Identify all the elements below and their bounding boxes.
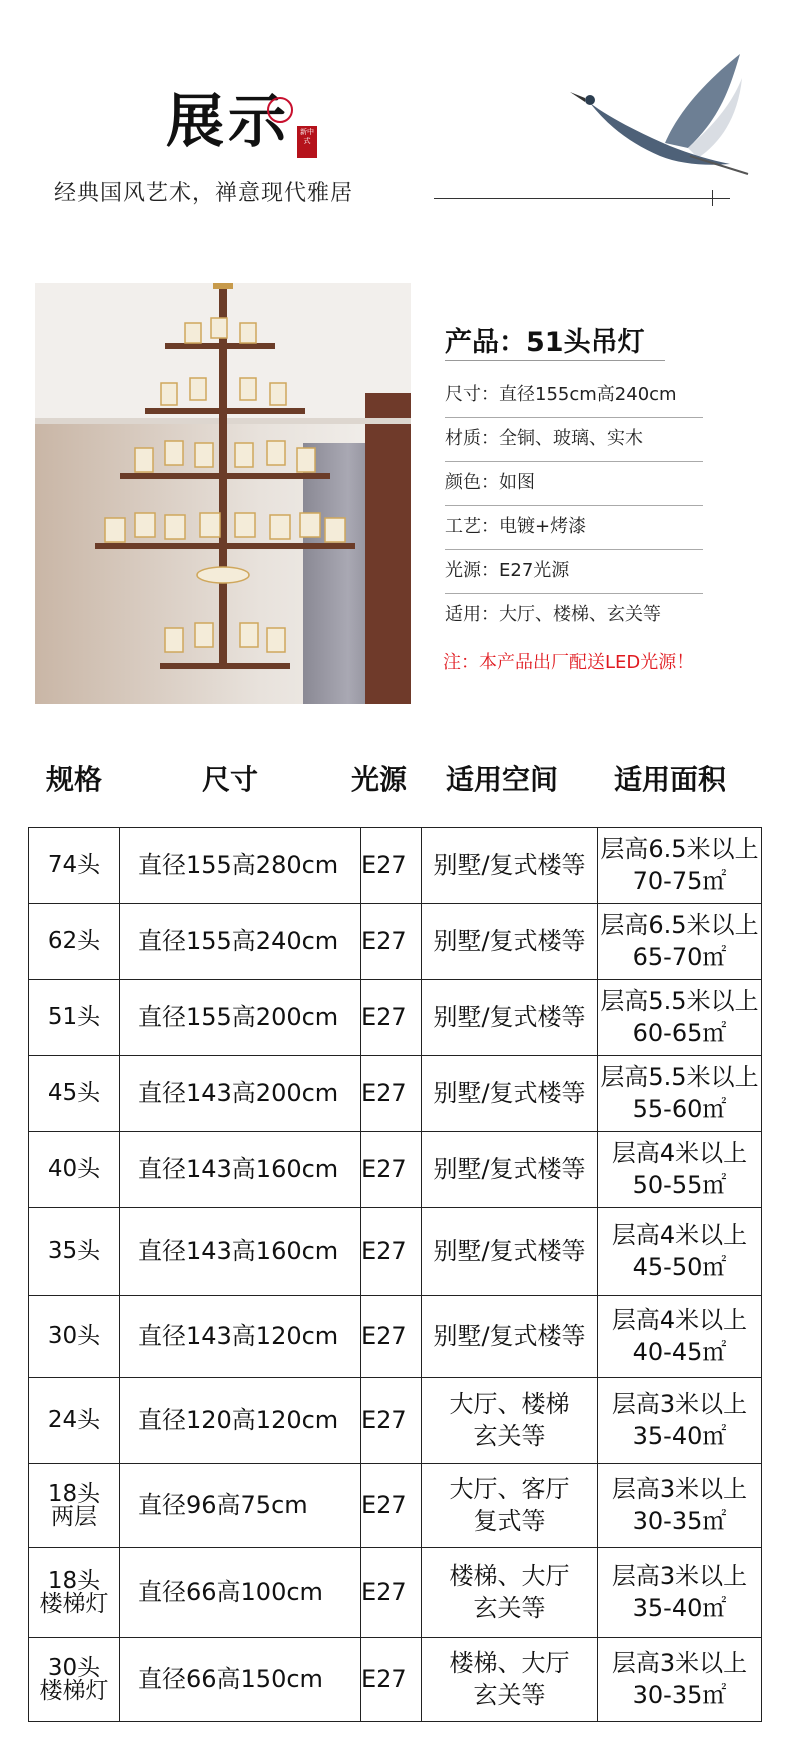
cell-area <box>598 1296 762 1378</box>
cell-size: 直径155高200cm <box>120 980 361 1056</box>
cell-space <box>422 1056 598 1132</box>
area-text: 层高4米以上 <box>611 1221 748 1250</box>
cell-area <box>598 980 762 1056</box>
spec-craft: 工艺：电镀+烤漆 <box>445 505 703 550</box>
cell-space <box>422 1638 598 1722</box>
spec-usage: 适用：大厅、楼梯、玄关等 <box>445 604 661 625</box>
table-row <box>29 828 762 904</box>
cell-light: E27 <box>361 828 422 904</box>
heads-text: 两层 <box>51 1503 97 1530</box>
cell-light: E27 <box>361 1296 422 1378</box>
cell-area <box>598 1208 762 1296</box>
cell-heads <box>29 1638 120 1722</box>
header-space: 适用空间 <box>445 763 558 796</box>
space-text: 楼梯、大厅 <box>449 1649 570 1678</box>
cell-heads <box>29 1132 120 1208</box>
area-text: 45-50㎡ <box>632 1252 727 1281</box>
cell-space <box>422 904 598 980</box>
cell-light: E27 <box>361 1464 422 1548</box>
cell-area <box>598 1638 762 1722</box>
cell-space <box>422 1548 598 1638</box>
table-row <box>29 1132 762 1208</box>
heads-text: 24头 <box>47 1407 101 1433</box>
cell-space <box>422 980 598 1056</box>
seal-stamp: 新中式 <box>297 126 317 158</box>
notice-text: 注：本产品出厂配送LED光源！ <box>443 652 695 673</box>
area-text: 层高3米以上 <box>611 1390 748 1419</box>
decorative-tick <box>712 190 713 206</box>
space-text: 复式等 <box>473 1506 546 1535</box>
cell-light: E27 <box>361 1056 422 1132</box>
cell-heads <box>29 904 120 980</box>
cell-size: 直径66高100cm <box>120 1548 361 1638</box>
cell-size: 直径96高75cm <box>120 1464 361 1548</box>
area-text: 30-35㎡ <box>632 1506 727 1535</box>
area-text: 55-60㎡ <box>632 1094 727 1123</box>
cell-area <box>598 1378 762 1464</box>
space-text: 玄关等 <box>473 1680 546 1709</box>
table-row <box>29 1296 762 1378</box>
spec-size: 尺寸：直径155cm高240cm <box>445 373 703 418</box>
cell-size: 直径66高150cm <box>120 1638 361 1722</box>
cell-heads <box>29 1464 120 1548</box>
crane-illustration <box>570 48 750 198</box>
decorative-line <box>434 198 730 199</box>
cell-size: 直径143高160cm <box>120 1208 361 1296</box>
page-subtitle: 经典国风艺术，禅意现代雅居 <box>54 181 354 206</box>
cell-space <box>422 1464 598 1548</box>
cell-space <box>422 1378 598 1464</box>
cell-space <box>422 1208 598 1296</box>
area-text: 35-40㎡ <box>632 1593 727 1622</box>
header-light: 光源 <box>350 763 407 796</box>
area-text: 层高4米以上 <box>611 1306 748 1335</box>
space-text: 大厅、客厅 <box>449 1475 570 1504</box>
space-text: 玄关等 <box>473 1593 546 1622</box>
cell-size: 直径155高240cm <box>120 904 361 980</box>
cell-area <box>598 1132 762 1208</box>
cell-light: E27 <box>361 1638 422 1722</box>
area-text: 层高3米以上 <box>611 1562 748 1591</box>
space-text: 别墅/复式楼等 <box>433 1154 586 1183</box>
area-text: 60-65㎡ <box>632 1018 727 1047</box>
cell-space <box>422 1132 598 1208</box>
heads-text: 74头 <box>47 852 101 878</box>
space-text: 别墅/复式楼等 <box>433 1236 586 1265</box>
cell-area <box>598 828 762 904</box>
table-row <box>29 1056 762 1132</box>
cell-area <box>598 1464 762 1548</box>
cell-space <box>422 1296 598 1378</box>
spec-table <box>28 827 762 1722</box>
divider <box>445 360 665 361</box>
area-text: 层高6.5米以上 <box>600 835 759 864</box>
area-text: 层高6.5米以上 <box>600 911 759 940</box>
heads-text: 楼梯灯 <box>39 1590 109 1617</box>
cell-light: E27 <box>361 1378 422 1464</box>
area-text: 65-70㎡ <box>632 942 727 971</box>
table-row <box>29 980 762 1056</box>
space-text: 玄关等 <box>473 1421 546 1450</box>
cell-heads <box>29 1208 120 1296</box>
cell-size: 直径120高120cm <box>120 1378 361 1464</box>
table-row <box>29 1548 762 1638</box>
spec-color: 颜色：如图 <box>445 461 703 506</box>
cell-area <box>598 904 762 980</box>
cell-size: 直径155高280cm <box>120 828 361 904</box>
table-row <box>29 1638 762 1722</box>
product-photo <box>35 283 411 704</box>
cell-light: E27 <box>361 1208 422 1296</box>
header-area: 适用面积 <box>613 763 726 796</box>
heads-text: 18头 <box>47 1567 101 1594</box>
cell-light: E27 <box>361 1548 422 1638</box>
space-text: 楼梯、大厅 <box>449 1562 570 1591</box>
heads-text: 40头 <box>47 1156 101 1182</box>
area-text: 层高5.5米以上 <box>600 1063 759 1092</box>
cell-light: E27 <box>361 1132 422 1208</box>
table-row <box>29 1378 762 1464</box>
cell-size: 直径143高120cm <box>120 1296 361 1378</box>
cell-size: 直径143高200cm <box>120 1056 361 1132</box>
cell-area <box>598 1056 762 1132</box>
cell-heads <box>29 1548 120 1638</box>
product-title: 产品：51头吊灯 <box>445 327 645 358</box>
space-text: 别墅/复式楼等 <box>433 1078 586 1107</box>
area-text: 层高3米以上 <box>611 1649 748 1678</box>
area-text: 35-40㎡ <box>632 1421 727 1450</box>
space-text: 大厅、楼梯 <box>449 1390 570 1419</box>
heads-text: 30头 <box>47 1654 101 1681</box>
spec-material: 材质：全铜、玻璃、实木 <box>445 417 703 462</box>
space-text: 别墅/复式楼等 <box>433 850 586 879</box>
table-row <box>29 1464 762 1548</box>
cell-heads <box>29 1378 120 1464</box>
heads-text: 51头 <box>47 1004 101 1030</box>
heads-text: 楼梯灯 <box>39 1677 109 1704</box>
heads-text: 62头 <box>47 928 101 954</box>
area-text: 70-75㎡ <box>632 866 727 895</box>
area-text: 40-45㎡ <box>632 1337 727 1366</box>
heads-text: 45头 <box>47 1080 101 1106</box>
cell-heads <box>29 828 120 904</box>
space-text: 别墅/复式楼等 <box>433 1321 586 1350</box>
heads-text: 18头 <box>47 1480 101 1507</box>
cell-heads <box>29 1056 120 1132</box>
heads-text: 35头 <box>47 1238 101 1264</box>
red-circle-ornament <box>267 97 293 123</box>
heads-text: 30头 <box>47 1323 101 1349</box>
cell-heads <box>29 980 120 1056</box>
area-text: 层高5.5米以上 <box>600 987 759 1016</box>
cell-heads <box>29 1296 120 1378</box>
cell-light: E27 <box>361 904 422 980</box>
cell-size: 直径143高160cm <box>120 1132 361 1208</box>
spec-light-source: 光源：E27光源 <box>445 549 703 594</box>
space-text: 别墅/复式楼等 <box>433 926 586 955</box>
table-row <box>29 904 762 980</box>
table-row <box>29 1208 762 1296</box>
header-size: 尺寸 <box>201 763 258 796</box>
area-text: 层高4米以上 <box>611 1139 748 1168</box>
area-text: 30-35㎡ <box>632 1680 727 1709</box>
cell-space <box>422 828 598 904</box>
cell-light: E27 <box>361 980 422 1056</box>
area-text: 50-55㎡ <box>632 1170 727 1199</box>
cell-area <box>598 1548 762 1638</box>
page-title: 展示 <box>166 87 291 155</box>
area-text: 层高3米以上 <box>611 1475 748 1504</box>
header-spec: 规格 <box>45 763 102 796</box>
space-text: 别墅/复式楼等 <box>433 1002 586 1031</box>
